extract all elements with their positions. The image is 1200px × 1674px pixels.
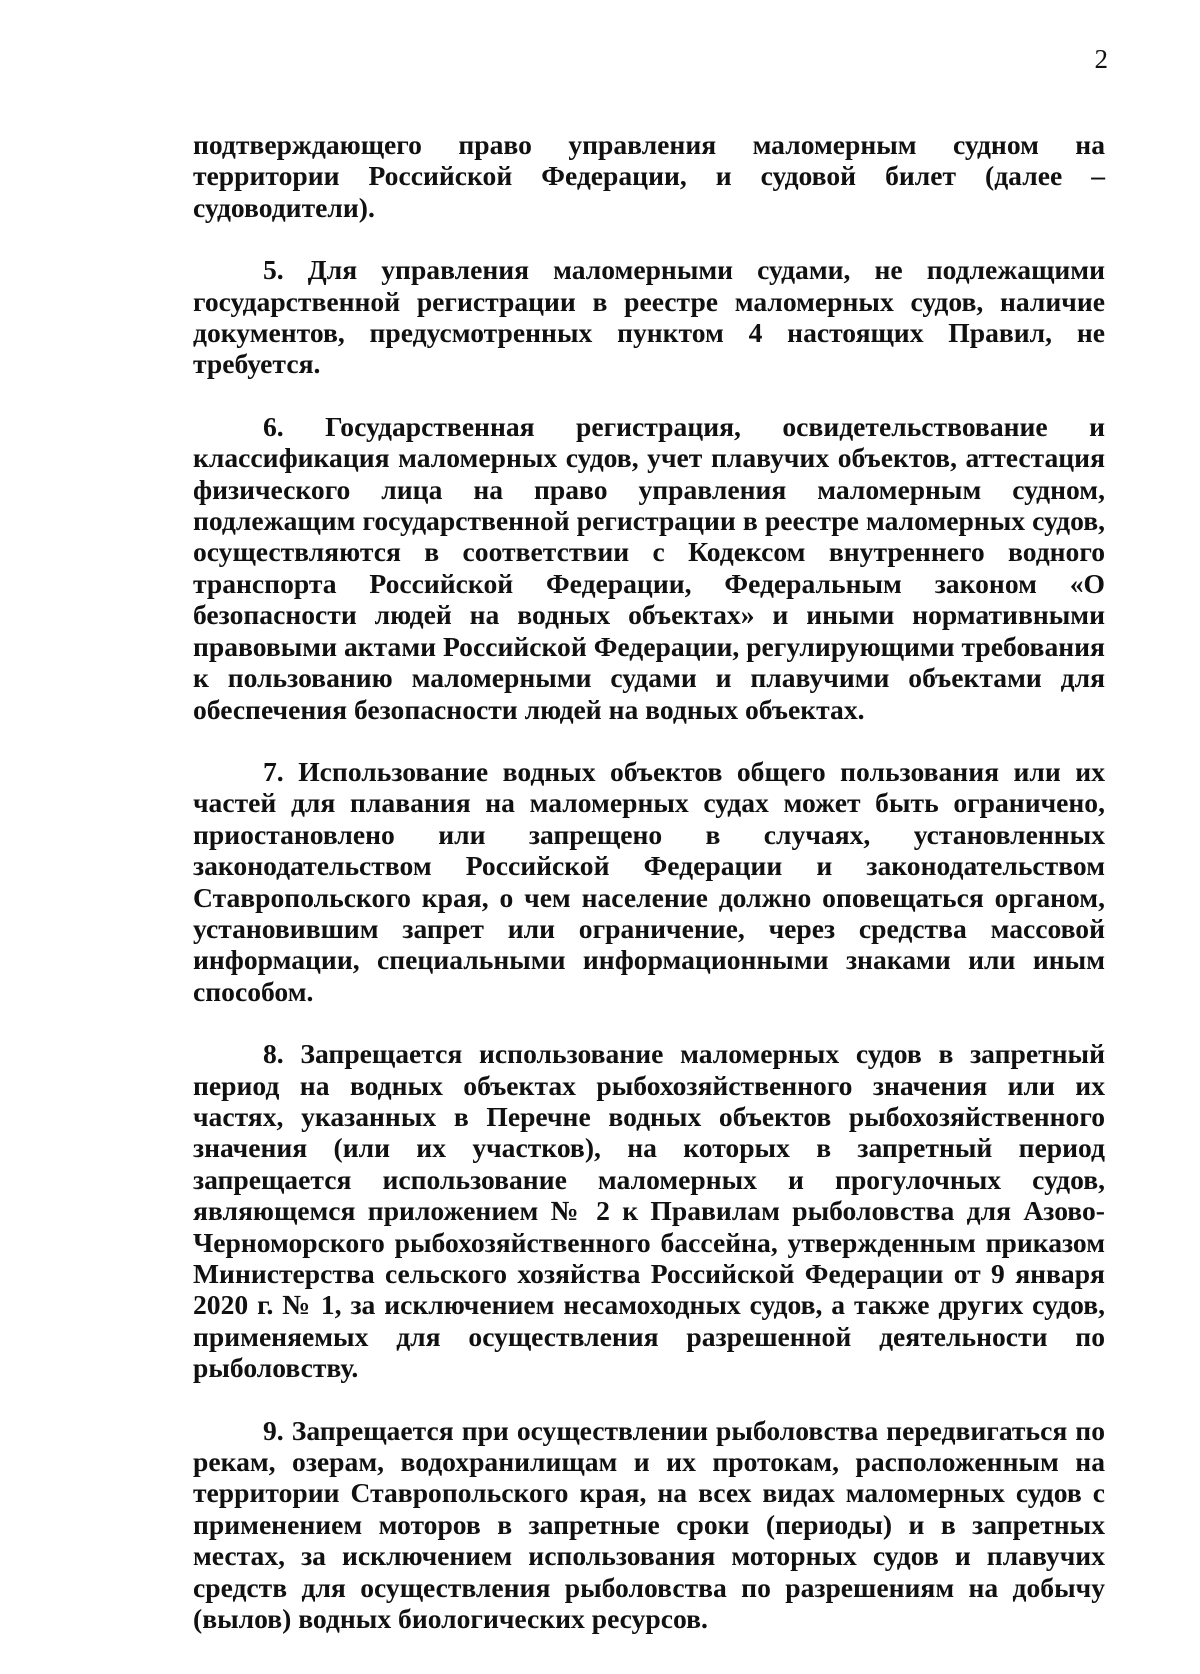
- document-body: [193, 129, 1105, 1634]
- paragraph-item-7: [193, 756, 1105, 1007]
- paragraph-item-5: [193, 254, 1105, 380]
- paragraph-text: подтверждающего право управления маломерным судном на территории Российской Федерации, и судовой билет (далее – судоводители).: [193, 129, 1105, 223]
- paragraph-text: Запрещается при осуществлении рыболовства передвигаться по рекам, озерам, водохранилищам и их протокам, расположенным на территории Ставропольского края, на всех видах маломерных судов с применением моторов в запретные сроки (периоды) и в запретных местах, за исключением использования моторных судов и плавучих средств для осуществления рыболовства по разрешениям на добычу (вылов) водных биологических ресурсов.: [193, 1414, 1105, 1635]
- paragraph-text: Для управления маломерными судами, не подлежащими государственной регистрации в реестре маломерных судов, наличие документов, предусмотренных пунктом 4 настоящих Правил, не требуется.: [193, 254, 1105, 380]
- paragraph-item-8: [193, 1038, 1105, 1383]
- paragraph-number: 7.: [263, 755, 284, 787]
- paragraph-number: 6.: [263, 410, 284, 442]
- paragraph-continuation: [193, 129, 1105, 223]
- paragraph-number: 8.: [263, 1038, 284, 1070]
- paragraph-item-6: [193, 411, 1105, 725]
- paragraph-number: 9.: [263, 1414, 284, 1446]
- paragraph-number: 5.: [263, 254, 284, 286]
- paragraph-text: Запрещается использование маломерных судов в запретный период на водных объектах рыбохозяйственного значения или их частях, указанных в Перечне водных объектов рыбохозяйственного значения (или их участков), на которых в запретный период запрещается использование маломерных и прогулочных судов, являющемся приложением № 2 к Правилам рыболовства для Азово-Черноморского рыбохозяйственного бассейна, утвержденным приказом Министерства сельского хозяйства Российской Федерации от 9 января 2020 г. № 1, за исключением несамоходных судов, а также других судов, применяемых для осуществления разрешенной деятельности по рыболовству.: [193, 1038, 1105, 1384]
- page-number: 2: [1094, 44, 1108, 74]
- paragraph-item-9: [193, 1415, 1105, 1635]
- paragraph-text: Использование водных объектов общего пользования или их частей для плавания на маломерных судах может быть ограничено, приостановлено или запрещено в случаях, установленных законодательством Российской Федерации и законодательством Ставропольского края, о чем население должно оповещаться органом, установившим запрет или ограничение, через средства массовой информации, специальными информационными знаками или иным способом.: [193, 755, 1105, 1007]
- paragraph-text: Государственная регистрация, освидетельствование и классификация маломерных судов, учет плавучих объектов, аттестация физического лица на право управления маломерным судном, подлежащим государственной регистрации в реестре маломерных судов, осуществляются в соответствии с Кодексом внутреннего водного транспорта Российской Федерации, Федеральным законом «О безопасности людей на водных объектах» и иными нормативными правовыми актами Российской Федерации, регулирующими требования к пользованию маломерными судами и плавучими объектами для обеспечения безопасности людей на водных объектах.: [193, 410, 1105, 725]
